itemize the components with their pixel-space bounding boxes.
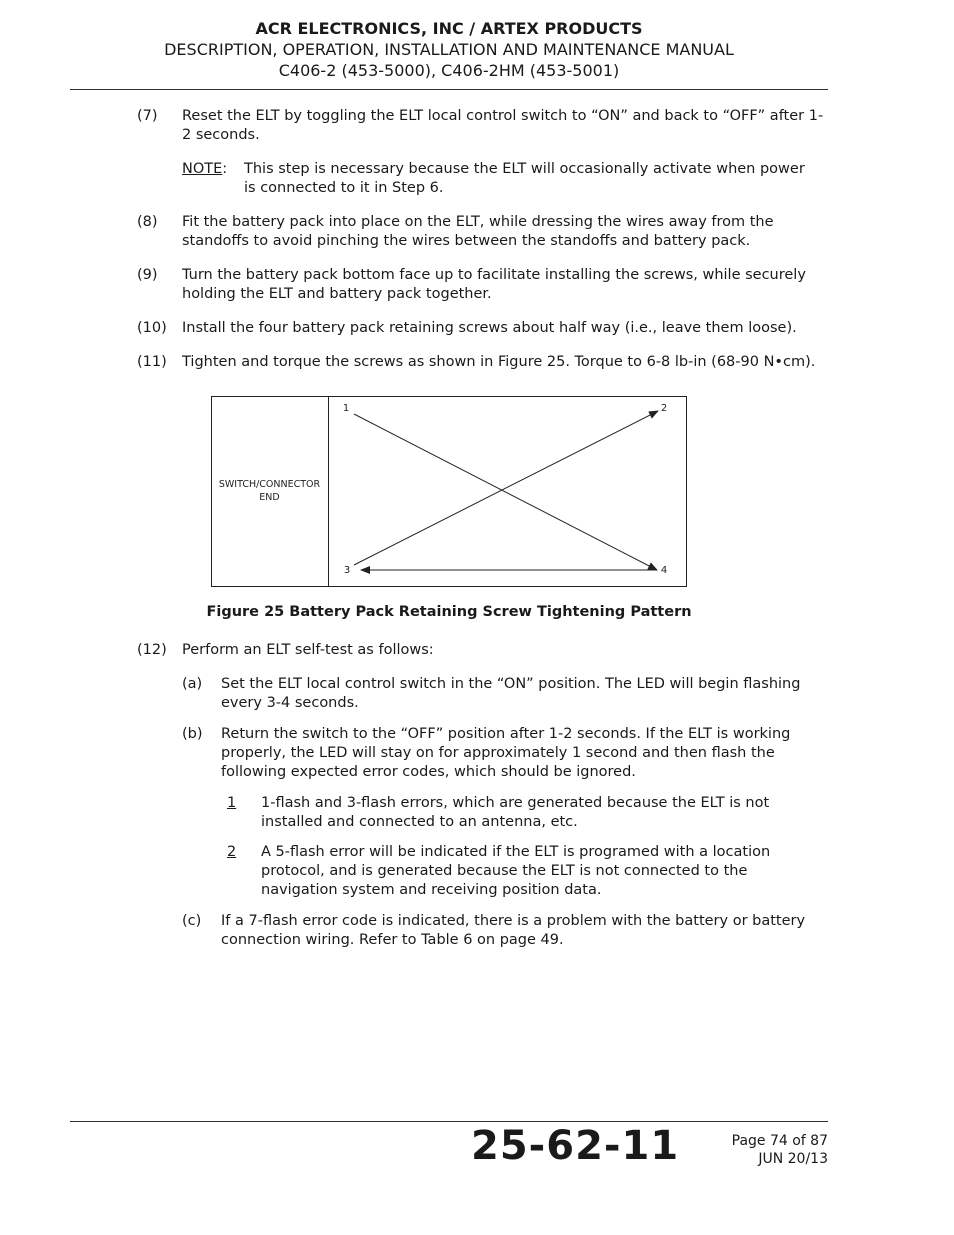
step-8-number: (8) [137, 214, 158, 230]
substep-b-text: Return the switch to the “OFF” position after 1-2 seconds. If the ELT is working properly, the LED will stay on for approximately 1 second and then flash the following expected error codes, which should be ignored. [221, 726, 791, 780]
step-7-text: Reset the ELT by toggling the ELT local control switch to “ON” and back to “OFF” after 1-2 seconds. [182, 108, 824, 143]
note-label-word: NOTE [182, 161, 223, 177]
substep-b1-number: 1 [227, 795, 237, 811]
substep-a-number: (a) [182, 676, 203, 692]
document-number: 25-62-11 [471, 1123, 680, 1169]
step-11-text: Tighten and torque the screws as shown in Figure 25. Torque to 6-8 lb-in (68-90 N•cm). [182, 354, 816, 370]
header-models: C406-2 (453-5000), C406-2HM (453-5001) [278, 61, 620, 80]
screw-pattern-figure [211, 396, 687, 587]
step-11-number: (11) [137, 354, 167, 370]
header-company: ACR ELECTRONICS, INC / ARTEX PRODUCTS [255, 19, 643, 38]
step-9-number: (9) [137, 267, 158, 283]
revision-date: JUN 20/13 [758, 1151, 828, 1167]
substep-b-number: (b) [182, 726, 203, 742]
footer-rule [70, 1121, 828, 1122]
note-label-colon: : [222, 161, 228, 177]
substep-b2-number: 2 [227, 844, 237, 860]
screw-3-label: 3 [343, 565, 351, 576]
substep-b2-text: A 5-flash error will be indicated if the ELT is programed with a location protocol, and is generated because the ELT is not connected to the navigation system and receiving position data. [261, 844, 771, 898]
substep-c-number: (c) [182, 913, 202, 929]
step-9-text: Turn the battery pack bottom face up to facilitate installing the screws, while securely holding the ELT and battery pack together. [182, 267, 806, 302]
substep-c-text: If a 7-flash error code is indicated, there is a problem with the battery or battery connection wiring. Refer to Table 6 on page 49. [221, 913, 806, 948]
page-number: Page 74 of 87 [731, 1133, 828, 1149]
header-rule [70, 89, 828, 90]
step-8-text: Fit the battery pack into place on the ELT, while dressing the wires away from the standoffs to avoid pinching the wires between the standoffs and battery pack. [182, 214, 774, 249]
note-label [182, 160, 227, 179]
substep-b1-text: 1-flash and 3-flash errors, which are generated because the ELT is not installed and connected to an antenna, etc. [261, 795, 770, 830]
screw-4-label: 4 [660, 565, 668, 576]
arrow-3-to-2 [354, 411, 658, 565]
step-12-text: Perform an ELT self-test as follows: [182, 642, 434, 658]
arrow-1-to-4 [354, 414, 657, 570]
screw-2-label: 2 [660, 403, 668, 414]
substep-a-text: Set the ELT local control switch in the “ON” position. The LED will begin flashing every 3-4 seconds. [221, 676, 801, 711]
step-10-number: (10) [137, 320, 167, 336]
step-7-number: (7) [137, 108, 158, 124]
connector-end-label-2: END [259, 492, 280, 503]
note-text: This step is necessary because the ELT will occasionally activate when power is connected to it in Step 6. [244, 161, 805, 196]
step-12-number: (12) [137, 642, 167, 658]
figure-caption: Figure 25 Battery Pack Retaining Screw Tightening Pattern [206, 604, 692, 620]
step-10-text: Install the four battery pack retaining screws about half way (i.e., leave them loose). [182, 320, 797, 336]
header-manual-title: DESCRIPTION, OPERATION, INSTALLATION AND MAINTENANCE MANUAL [164, 40, 734, 59]
connector-end-label-1: SWITCH/CONNECTOR [218, 479, 321, 490]
battery-outline [212, 397, 687, 587]
screw-1-label: 1 [342, 403, 350, 414]
